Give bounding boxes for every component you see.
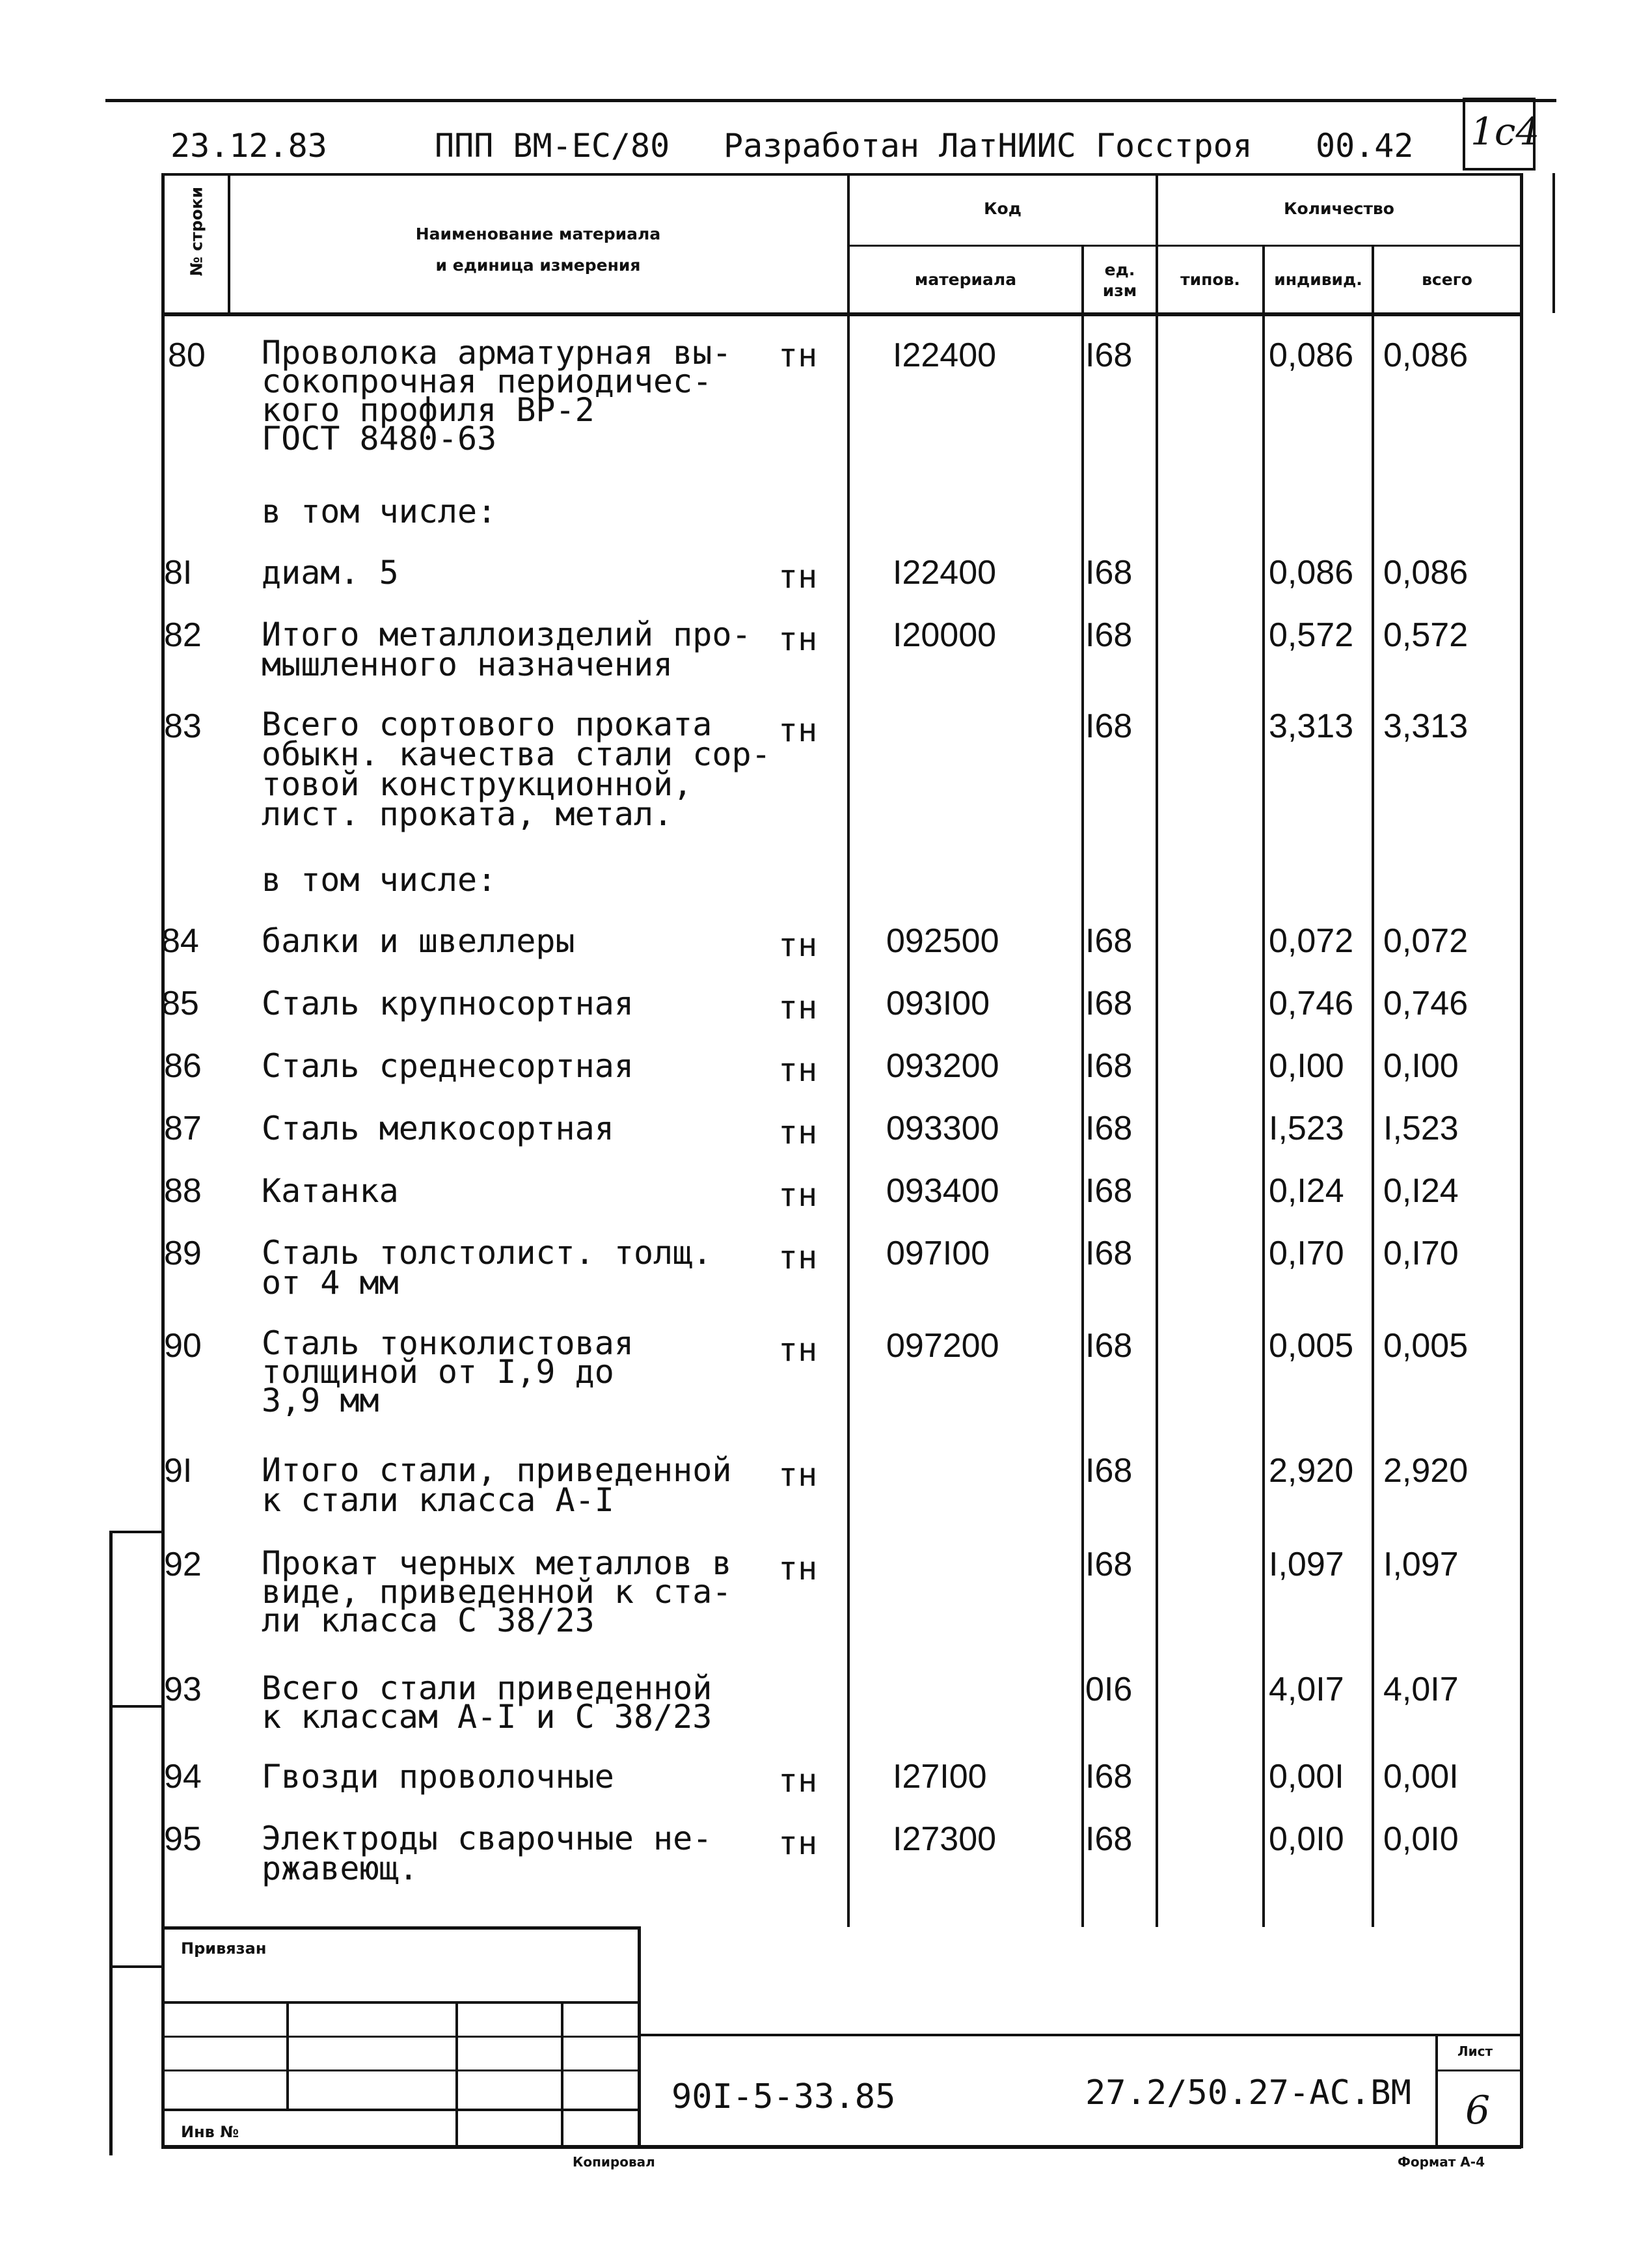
qty-vsego: 0,I70 [1383,1235,1459,1272]
unit: тн [778,1762,818,1799]
material-code: 097I00 [886,1235,990,1272]
unit: тн [778,1456,818,1494]
table-top-line [161,173,1521,176]
qty-individ: 0,00I [1269,1758,1344,1796]
qty-vsego: 2,920 [1383,1452,1469,1490]
col-kod-unit-1: ед. [1104,260,1135,279]
header-bottom-line [161,312,1521,316]
qty-individ: I,097 [1269,1546,1344,1583]
col-sep-individ [1372,245,1374,1927]
stamp-grid-v2 [455,2001,458,2148]
unit-code: I68 [1085,1047,1133,1085]
row-number: 80 [168,336,206,374]
material-code: 092500 [886,922,999,960]
material-code: 093300 [886,1110,999,1147]
stamp-grid-h1 [161,2001,640,2004]
material-code: I22400 [893,554,997,592]
col-row-no: № строки [187,186,206,277]
unit-code: 0I6 [1085,1671,1133,1708]
col-name-2: и единица измерения [435,256,641,275]
qty-individ: 0,572 [1269,616,1354,654]
unit-code: I68 [1085,1235,1133,1272]
inv-no-label: Инв № [181,2123,239,2141]
unit: тн [778,336,818,374]
col-vsego: всего [1422,270,1472,289]
corner-mark: 1с4 [1470,109,1540,154]
qty-vsego: 0,746 [1383,985,1469,1022]
row-number: 90 [164,1327,202,1365]
qty-individ: 4,0I7 [1269,1671,1344,1708]
qty-individ: 0,I70 [1269,1235,1344,1272]
row-number: 88 [164,1172,202,1210]
col-kod-unit-2: изм [1102,281,1137,300]
row-number: 83 [164,707,202,745]
material-name: Сталь тонколистовая толщиной от I,9 до 3,9 мм [262,1324,634,1419]
unit-code: I68 [1085,336,1133,374]
kopiroval-label: Копировал [573,2154,655,2170]
qty-individ: 0,086 [1269,554,1354,592]
unit: тн [778,1331,818,1369]
list-number: 6 [1465,2088,1491,2133]
binding-mark-h3 [109,1965,163,1968]
unit: тн [778,1114,818,1151]
qty-vsego: 0,572 [1383,616,1469,654]
material-name: в том числе: [262,861,497,899]
unit-code: I68 [1085,1327,1133,1365]
row-number: 95 [164,1820,202,1858]
stamp-bottom-line [161,2145,1521,2149]
qty-individ: I,523 [1269,1110,1344,1147]
qty-vsego: 0,I24 [1383,1172,1459,1210]
qty-individ: 0,746 [1269,985,1354,1022]
table-right-border [1520,173,1523,2148]
header-ppp: ППП ВМ-ЕС/80 [435,127,670,165]
qty-vsego: 4,0I7 [1383,1671,1459,1708]
unit: тн [778,558,818,595]
qty-vsego: 0,086 [1383,336,1469,374]
qty-vsego: 0,072 [1383,922,1469,960]
qty-individ: 0,I00 [1269,1047,1344,1085]
header-date: 23.12.83 [170,127,327,165]
project-number: 90I-5-33.85 [671,2077,896,2116]
row-number: 89 [164,1235,202,1272]
unit: тн [778,1550,818,1587]
unit-code: I68 [1085,707,1133,745]
material-name: Сталь мелкосортная [262,1110,614,1147]
unit-code: I68 [1085,554,1133,592]
material-name: Итого металлоизделий про- мышленного назначения [262,616,752,683]
qty-vsego: 0,086 [1383,554,1469,592]
material-name: Гвозди проволочные [262,1758,614,1796]
col-sep-unit [1156,173,1158,1927]
unit: тн [778,926,818,964]
row-number: 85 [161,985,199,1022]
row-number: 86 [164,1047,202,1085]
unit-code: I68 [1085,922,1133,960]
binding-mark-h1 [109,1531,163,1533]
material-code: I27300 [893,1820,997,1858]
row-number: 84 [161,922,199,960]
material-code: 093I00 [886,985,990,1022]
unit: тн [778,1051,818,1089]
unit-code: I68 [1085,985,1133,1022]
qty-vsego: 0,005 [1383,1327,1469,1365]
list-box-left [1435,2034,1438,2148]
material-name: балки и швеллеры [262,922,575,960]
row-number: 87 [164,1110,202,1147]
document-code: 27.2/50.27-АС.ВМ [1085,2073,1411,2112]
qty-vsego: I,523 [1383,1110,1459,1147]
row-number: 8I [164,554,193,592]
row-number: 9I [164,1452,193,1490]
code-qty-sub-line [847,245,1521,247]
material-name: Всего сортового проката обыкн. качества стали сор- товой конструкционной, лист. проката, метал. [262,705,771,833]
qty-individ: 0,072 [1269,922,1354,960]
qty-vsego: 0,0I0 [1383,1820,1459,1858]
stamp-grid-v3 [561,2001,563,2148]
binding-mark-h2 [109,1705,163,1708]
col-kolichestvo: Количество [1284,199,1394,218]
row-number: 94 [164,1758,202,1796]
unit: тн [778,989,818,1026]
material-name: Сталь среднесортная [262,1047,634,1085]
qty-vsego: 3,313 [1383,707,1469,745]
header-code: 00.42 [1316,127,1414,165]
material-name: в том числе: [262,493,497,530]
qty-vsego: 0,00I [1383,1758,1459,1796]
col-individ: индивид. [1274,270,1362,289]
stamp-grid-v1 [286,2001,289,2109]
row-number: 92 [164,1546,202,1583]
header-right-tick [1552,173,1555,313]
material-name: Всего стали приведенной к классам А-I и С 38/23 [262,1669,712,1736]
col-name-1: Наименование материала [415,225,661,243]
material-name: Прокат черных металлов в виде, приведенной к ста- ли класса С 38/23 [262,1544,732,1639]
unit: тн [778,1176,818,1214]
material-code: 093200 [886,1047,999,1085]
col-sep-no [228,173,230,316]
stamp-grid-h2 [161,2036,640,2038]
row-number: 93 [164,1671,202,1708]
unit: тн [778,620,818,658]
privyazan-label: Привязан [181,1939,267,1958]
material-name: Итого стали, приведенной к стали класса А-I [262,1451,732,1519]
col-tipov: типов. [1180,270,1240,289]
col-kod: Код [984,199,1022,218]
stamp-grid-h4 [161,2109,640,2111]
row-number: 82 [164,616,202,654]
material-code: I27I00 [893,1758,987,1796]
unit-code: I68 [1085,1820,1133,1858]
col-sep-material [1081,245,1084,1927]
qty-individ: 3,313 [1269,707,1354,745]
unit-code: I68 [1085,1546,1133,1583]
col-sep-tipov [1262,245,1265,1927]
stamp-grid-h3 [161,2070,640,2071]
material-name: Катанка [262,1172,399,1210]
qty-individ: 0,0I0 [1269,1820,1344,1858]
unit-code: I68 [1085,1110,1133,1147]
qty-vsego: I,097 [1383,1546,1459,1583]
unit-code: I68 [1085,1452,1133,1490]
stamp-top-line [161,1926,640,1930]
material-name: Проволока арматурная вы- сокопрочная периодичес- кого профиля ВР-2 ГОСТ 8480-63 [262,334,732,458]
material-name: Сталь крупносортная [262,985,634,1022]
unit: тн [778,711,818,749]
material-code: I22400 [893,336,997,374]
qty-vsego: 0,I00 [1383,1047,1459,1085]
unit-code: I68 [1085,616,1133,654]
qty-individ: 2,920 [1269,1452,1354,1490]
material-name: Электроды сварочные не- ржавеющ. [262,1820,712,1887]
material-code: I20000 [893,616,997,654]
material-name: диам. 5 [262,554,399,592]
qty-individ: 0,086 [1269,336,1354,374]
header-developer: Разработан ЛатНИИС Госстроя [724,127,1253,165]
unit: тн [778,1824,818,1862]
top-border [105,99,1556,102]
unit-code: I68 [1085,1172,1133,1210]
list-box-mid [1435,2070,1521,2071]
binding-mark-v [109,1531,113,2155]
format-label: Формат А-4 [1398,2154,1485,2170]
unit-code: I68 [1085,1758,1133,1796]
col-kod-material: материала [914,270,1017,289]
unit: тн [778,1238,818,1276]
qty-individ: 0,005 [1269,1327,1354,1365]
material-code: 097200 [886,1327,999,1365]
list-label: Лист [1457,2043,1493,2059]
stamp-mid-line [638,2034,1521,2036]
col-sep-name [847,173,850,1927]
qty-individ: 0,I24 [1269,1172,1344,1210]
material-code: 093400 [886,1172,999,1210]
material-name: Сталь толстолист. толщ. от 4 мм [262,1234,712,1302]
